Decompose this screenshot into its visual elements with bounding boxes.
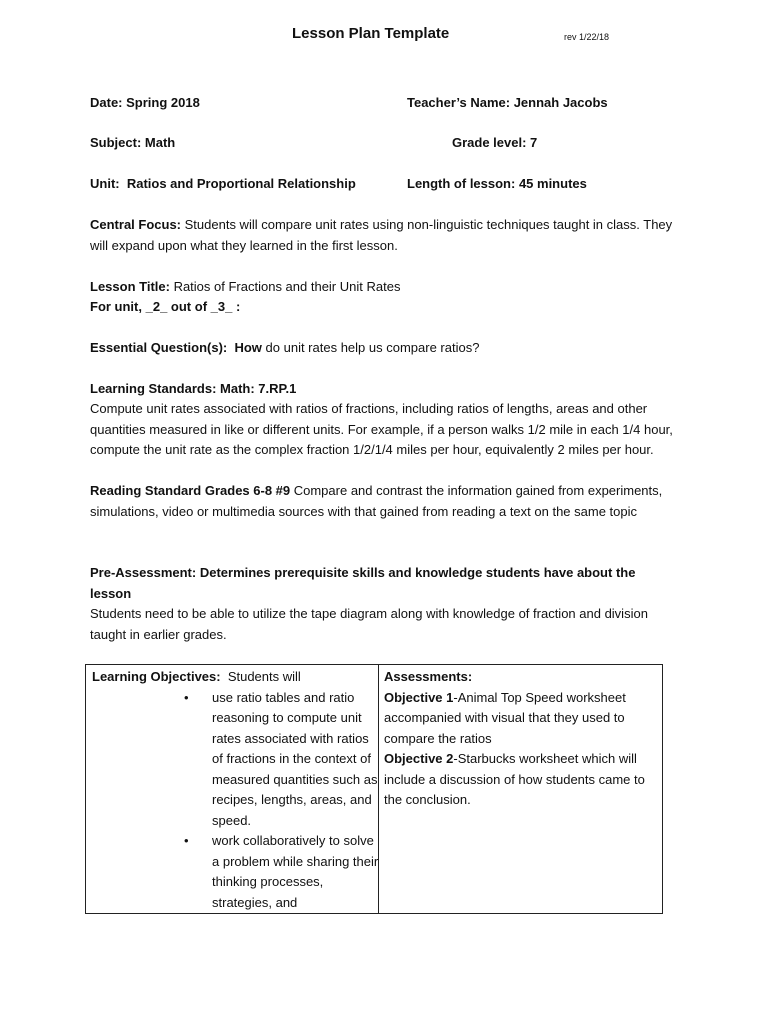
essential-question-text: do unit rates help us compare ratios? (261, 340, 480, 355)
reading-standard-text: Compare and contrast the information gained from experiments, simulations, video or multimedia sources with that gained from reading a text on the same topic (90, 483, 663, 519)
objective-2-label: Objective 2 (384, 751, 454, 766)
central-focus-text: Students will compare unit rates using non-linguistic techniques taught in class. They will expand upon what they learned in the first lesson. (90, 217, 673, 253)
objective-text: work collaboratively to solve a problem while sharing their thinking processes, strategies, and (212, 833, 379, 910)
objective-1-label: Objective 1 (384, 689, 454, 705)
unit-field: Unit: Ratios and Proportional Relationship (90, 176, 356, 191)
central-focus-label: Central Focus: (90, 217, 182, 232)
list-item (92, 688, 382, 832)
objectives-cell (92, 667, 379, 913)
grade-level-field: Grade level: 7 (452, 135, 538, 150)
bullet-icon: • (184, 689, 189, 705)
objectives-label: Learning Objectives: (92, 669, 221, 684)
subject-field: Subject: Math (90, 135, 176, 150)
essential-question (90, 338, 690, 359)
lesson-title (90, 277, 690, 298)
date-field: Date: Spring 2018 (90, 95, 200, 110)
essential-question-label: Essential Question(s): How (90, 340, 262, 355)
pre-assessment-text: Students need to be able to utilize the tape diagram along with knowledge of fraction and division taught in earlier grades. (90, 606, 648, 642)
objectives-list (92, 688, 379, 914)
list-item (92, 831, 382, 913)
for-unit-mid: out of (167, 299, 211, 314)
standards-heading: Learning Standards: Math: 7.RP.1 (90, 381, 297, 396)
objective-2-assessment (384, 749, 656, 811)
objectives-intro: Students will (220, 669, 301, 684)
unit-total: _3_ (210, 299, 233, 314)
central-focus (90, 215, 690, 256)
lesson-title-text: Ratios of Fractions and their Unit Rates (169, 279, 401, 294)
math-standard-text: Compute unit rates associated with ratios of fractions, including ratios of lengths, areas and other quantities measured in like or different units. For example, if a person walks 1/2 mile in each 1/4 hour, compute the unit rate as the complex fraction 1/2/1/4 miles per hour, equivalently 2 miles per hour. (90, 401, 673, 457)
assessments-cell (384, 667, 656, 811)
lesson-title-label: Lesson Title: (90, 279, 170, 294)
for-unit-suffix: : (232, 299, 241, 314)
reading-standard-label: Reading Standard Grades 6-8 #9 (90, 483, 291, 498)
teacher-name-field: Teacher’s Name: Jennah Jacobs (407, 95, 608, 110)
reading-standard (90, 481, 680, 522)
page-title: Lesson Plan Template (292, 25, 450, 42)
pre-assessment-heading: Pre-Assessment: Determines prerequisite skills and knowledge students have about the lesson (90, 565, 636, 601)
objective-1-text: -Animal Top Speed worksheet accompanied with visual that they used to compare the ratios (384, 689, 626, 746)
lesson-length-field: Length of lesson: 45 minutes (407, 176, 587, 191)
objective-1-assessment (384, 688, 656, 750)
objective-text: use ratio tables and ratio reasoning to compute unit rates associated with ratios of fractions in the context of measured quantities such as recipes, lengths, areas, and speed. (212, 689, 378, 828)
for-unit-line (90, 297, 690, 318)
objectives-assessments-table (85, 664, 663, 914)
objective-2-text: -Starbucks worksheet which will include a discussion of how students came to the conclusion. (384, 751, 645, 807)
bullet-icon: • (184, 833, 189, 848)
revision-label: rev 1/22/18 (564, 32, 610, 42)
unit-number: _2_ (145, 299, 168, 314)
assessments-label: Assessments: (384, 669, 473, 684)
for-unit-prefix: For unit, (90, 299, 146, 314)
